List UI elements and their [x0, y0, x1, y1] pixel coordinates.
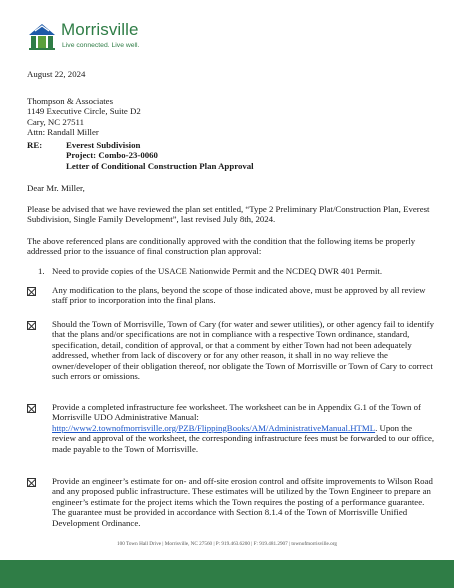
- letter-date: August 22, 2024: [27, 69, 86, 79]
- administrative-manual-link[interactable]: http://www2.townofmorrisville.org/PZB/FlippingBooks/AM/AdministrativeManual.HTML: [52, 422, 376, 433]
- recipient-address: [27, 96, 141, 138]
- checked-condition: Should the Town of Morrisville, Town of Cary (for water and sewer utilities), or other agency fail to identify that the plans and/or specifications are not in compliance with a respective Town ordinance, standard, specification, detail, condition of approval, or that a comment by either Town had not been adequately addressed, whether from lack of discovery or for any other reason, it shall in no way relieve the owner/developer of their obligation thereof, nor obligate the Town of Morrisville or Town of Cary to correct such errors or omissions.: [52, 319, 434, 382]
- address-line: Thompson & Associates: [27, 96, 114, 106]
- subject-block: [66, 140, 254, 171]
- checkbox-checked-icon: [27, 404, 36, 413]
- condition-text: Provide a completed infrastructure fee worksheet. The worksheet can be in Appendix G.1 of the Town of Morrisville UDO Administrative Manual:: [52, 402, 421, 423]
- numbered-condition: [38, 266, 382, 276]
- checkbox-checked-icon: [27, 287, 36, 296]
- checkbox-checked-icon: [27, 478, 36, 487]
- review-paragraph: Please be advised that we have reviewed the plan set entitled, “Type 2 Preliminary Plat/Construction Plan, Everest Subdivision, Single Family Development”, last revised July 8th, 2024.: [27, 204, 430, 225]
- re-label: RE:: [27, 140, 43, 150]
- letterhead-footer: 100 Town Hall Drive | Morrisville, NC 27560 | P: 919.463.6200 | F: 919.481.2907 | townofmorrisville.org: [117, 541, 337, 547]
- subject-line: Letter of Conditional Construction Plan Approval: [66, 160, 254, 171]
- condition-text: Need to provide copies of the USACE Nationwide Permit and the NCDEQ DWR 401 Permit.: [52, 266, 383, 276]
- address-line: Attn: Randall Miller: [27, 127, 99, 138]
- checked-condition: Any modification to the plans, beyond the scope of those indicated above, must be approved by all review staff prior to incorporation into the final plans.: [52, 285, 426, 306]
- salutation: Dear Mr. Miller,: [27, 183, 85, 193]
- checked-condition: Provide an engineer’s estimate for on- and off-site erosion control and offsite improvements to Wilson Road and any proposed public infrastructure. These estimates will be utilized by the Town Engineer to prepare an engineer’s estimate for the project items which the Town requires the posting of a performance guarantee. The guarantee must be provided in accordance with Section 8.1.4 of the Town of Morrisville Unified Development Ordinance.: [52, 476, 433, 528]
- logo-tagline: Live connected. Live well.: [62, 42, 140, 49]
- checkbox-checked-icon: [27, 321, 36, 330]
- condition-number: 1.: [38, 266, 45, 276]
- address-line: Cary, NC 27511: [27, 116, 85, 127]
- address-line: 1149 Executive Circle, Suite D2: [27, 106, 141, 117]
- town-logo: [27, 17, 147, 57]
- checked-condition: [52, 402, 436, 454]
- approval-paragraph: The above referenced plans are conditionally approved with the condition that the following items be properly addressed prior to the issuance of final construction plan approval:: [27, 236, 416, 257]
- logo-wordmark: Morrisville: [61, 20, 139, 39]
- condition-text: . Upon the review and approval of the worksheet, the corresponding infrastructure fees must be forwarded to our office, made payable to the Town of Morrisville.: [52, 422, 435, 454]
- morrisville-logo-icon: [27, 21, 57, 51]
- subject-line: Everest Subdivision: [66, 140, 141, 150]
- footer-bar: [0, 560, 454, 588]
- subject-line: Project: Combo-23-0060: [66, 150, 158, 161]
